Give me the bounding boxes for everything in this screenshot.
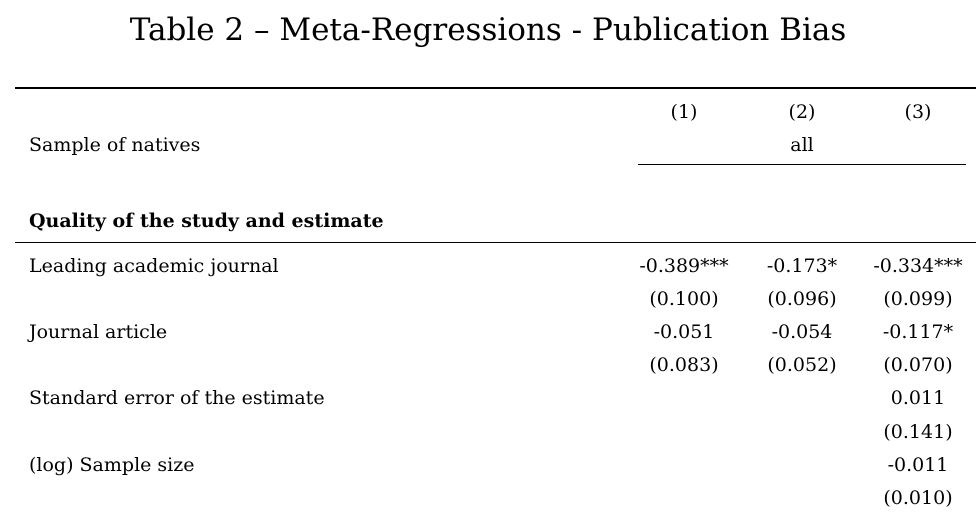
column-header-1: (1): [670, 101, 698, 123]
se-journal-article-3: (0.070): [883, 354, 953, 376]
se-journal-article-1: (0.083): [649, 354, 719, 376]
top-rule: [15, 87, 976, 89]
se-leading-journal-3: (0.099): [883, 288, 953, 310]
se-journal-article-2: (0.052): [767, 354, 837, 376]
section-rule: [15, 242, 976, 243]
coef-journal-article-2: -0.054: [771, 321, 833, 343]
se-leading-journal-2: (0.096): [767, 288, 837, 310]
coef-log-sample-size-3: -0.011: [887, 454, 949, 476]
coef-standard-error-3: 0.011: [890, 387, 946, 409]
sample-value: all: [790, 134, 814, 156]
row-label-leading-academic-journal: Leading academic journal: [29, 255, 279, 277]
sample-underline: [638, 164, 966, 165]
se-log-sample-size-3: (0.010): [883, 487, 953, 509]
table-title: Table 2 – Meta-Regressions - Publication Bias: [129, 12, 847, 48]
coef-leading-journal-2: -0.173*: [766, 255, 838, 277]
sample-label: Sample of natives: [29, 134, 201, 156]
coef-journal-article-1: -0.051: [653, 321, 715, 343]
se-leading-journal-1: (0.100): [649, 288, 719, 310]
coef-leading-journal-3: -0.334***: [873, 255, 963, 277]
row-label-standard-error: Standard error of the estimate: [29, 387, 325, 409]
column-header-2: (2): [788, 101, 816, 123]
row-label-log-sample-size: (log) Sample size: [29, 454, 195, 476]
section-title: Quality of the study and estimate: [29, 210, 384, 232]
coef-journal-article-3: -0.117*: [882, 321, 954, 343]
se-standard-error-3: (0.141): [883, 421, 953, 443]
row-label-journal-article: Journal article: [29, 321, 168, 343]
coef-leading-journal-1: -0.389***: [639, 255, 729, 277]
column-header-3: (3): [904, 101, 932, 123]
